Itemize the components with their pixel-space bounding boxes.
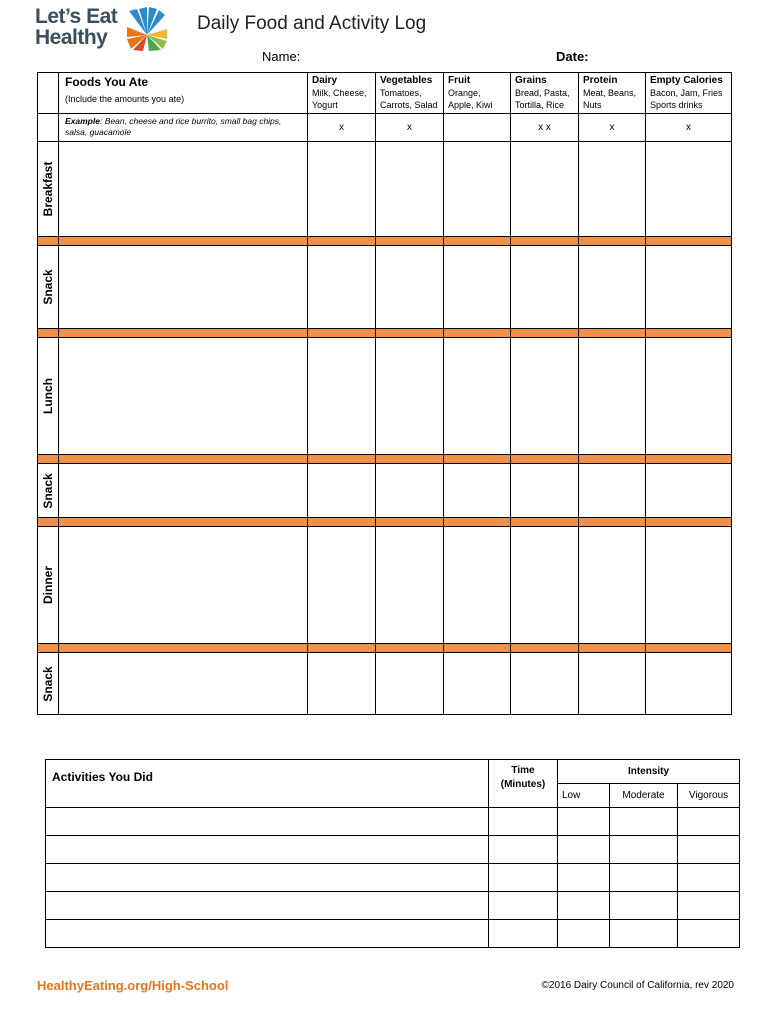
meal-label: Breakfast — [38, 142, 59, 237]
activity-row — [46, 892, 740, 920]
food-log-table — [37, 72, 732, 715]
vigorous-entry[interactable] — [678, 808, 740, 836]
empty-calories-entry[interactable] — [646, 464, 732, 518]
moderate-entry[interactable] — [610, 836, 678, 864]
moderate-entry[interactable] — [610, 920, 678, 948]
fruit-entry[interactable] — [444, 653, 511, 715]
meal-label: Snack — [38, 653, 59, 715]
low-entry[interactable] — [558, 864, 610, 892]
dairy-entry[interactable] — [308, 464, 376, 518]
activity-entry[interactable] — [46, 836, 489, 864]
intensity-low: Low — [558, 784, 610, 808]
meal-row-breakfast — [38, 142, 732, 237]
meal-label: Dinner — [38, 527, 59, 644]
activity-header-row — [46, 760, 740, 784]
foods-subheader: (Include the amounts you ate) — [65, 94, 185, 104]
category-protein — [579, 73, 646, 114]
example-mark: x — [579, 114, 646, 142]
time-entry[interactable] — [489, 836, 558, 864]
moderate-entry[interactable] — [610, 864, 678, 892]
page-title: Daily Food and Activity Log — [197, 13, 427, 34]
category-examples: Meat, Beans, Nuts — [583, 88, 637, 110]
meal-row-dinner — [38, 527, 732, 644]
category-name: Vegetables — [380, 75, 433, 86]
grains-entry[interactable] — [511, 464, 579, 518]
meal-divider — [38, 455, 732, 464]
meal-row-snack-1 — [38, 246, 732, 329]
time-entry[interactable] — [489, 808, 558, 836]
foods-header: Foods You Ate — [65, 75, 149, 89]
meal-row-lunch — [38, 338, 732, 455]
intensity-vigorous: Vigorous — [678, 784, 740, 808]
meal-divider — [38, 518, 732, 527]
category-examples: Bread, Pasta, Tortilla, Rice — [515, 88, 570, 110]
logo-line-1: Let’s Eat — [35, 5, 118, 28]
meal-label: Lunch — [38, 338, 59, 455]
vegetables-entry[interactable] — [376, 246, 444, 329]
time-entry[interactable] — [489, 864, 558, 892]
dairy-entry[interactable] — [308, 527, 376, 644]
meal-divider — [38, 329, 732, 338]
meal-label: Snack — [38, 464, 59, 518]
activity-row — [46, 808, 740, 836]
fruit-entry[interactable] — [444, 527, 511, 644]
example-cell — [59, 114, 308, 142]
empty-calories-entry[interactable] — [646, 142, 732, 237]
vegetables-entry[interactable] — [376, 527, 444, 644]
meal-row-snack-3 — [38, 653, 732, 715]
meal-row-snack-2 — [38, 464, 732, 518]
foods-entry[interactable] — [59, 246, 308, 329]
corner-cell — [38, 73, 59, 114]
intensity-header: Intensity — [558, 760, 740, 784]
foods-entry[interactable] — [59, 464, 308, 518]
foods-entry[interactable] — [59, 653, 308, 715]
example-mark: x — [308, 114, 376, 142]
example-mark — [444, 114, 511, 142]
protein-entry[interactable] — [579, 338, 646, 455]
category-name: Protein — [583, 75, 618, 86]
category-name: Fruit — [448, 75, 471, 86]
activity-entry[interactable] — [46, 864, 489, 892]
example-row — [38, 114, 732, 142]
grains-entry[interactable] — [511, 527, 579, 644]
copyright: ©2016 Dairy Council of California, rev 2020 — [541, 980, 734, 991]
protein-entry[interactable] — [579, 464, 646, 518]
vigorous-entry[interactable] — [678, 920, 740, 948]
grains-entry[interactable] — [511, 246, 579, 329]
activity-log-table — [45, 759, 740, 948]
vigorous-entry[interactable] — [678, 864, 740, 892]
empty-calories-entry[interactable] — [646, 527, 732, 644]
fruit-entry[interactable] — [444, 338, 511, 455]
vegetables-entry[interactable] — [376, 142, 444, 237]
category-name: Empty Calories — [650, 75, 723, 86]
dairy-entry[interactable] — [308, 653, 376, 715]
vigorous-entry[interactable] — [678, 892, 740, 920]
intensity-moderate: Moderate — [610, 784, 678, 808]
foods-entry[interactable] — [59, 527, 308, 644]
foods-header-cell — [59, 73, 308, 114]
vigorous-entry[interactable] — [678, 836, 740, 864]
protein-entry[interactable] — [579, 653, 646, 715]
example-text: : Bean, cheese and rice burrito, small bag chips, salsa, guacamole — [65, 116, 282, 137]
low-entry[interactable] — [558, 892, 610, 920]
sunburst-icon — [127, 7, 167, 51]
vegetables-entry[interactable] — [376, 338, 444, 455]
fruit-entry[interactable] — [444, 142, 511, 237]
category-name: Grains — [515, 75, 547, 86]
category-name: Dairy — [312, 75, 338, 86]
category-grains — [511, 73, 579, 114]
activity-entry[interactable] — [46, 920, 489, 948]
logo-text — [35, 6, 117, 48]
vegetables-entry[interactable] — [376, 653, 444, 715]
protein-entry[interactable] — [579, 142, 646, 237]
example-mark: x x — [511, 114, 579, 142]
date-label: Date: — [556, 49, 589, 64]
grains-entry[interactable] — [511, 142, 579, 237]
low-entry[interactable] — [558, 920, 610, 948]
example-mark: x — [646, 114, 732, 142]
low-entry[interactable] — [558, 836, 610, 864]
website-link[interactable]: HealthyEating.org/High-School — [37, 978, 229, 993]
time-header: Time (Minutes) — [489, 760, 558, 808]
activity-row — [46, 836, 740, 864]
category-examples: Bacon, Jam, Fries Sports drinks — [650, 88, 723, 110]
empty-calories-entry[interactable] — [646, 338, 732, 455]
meal-divider — [38, 644, 732, 653]
dairy-entry[interactable] — [308, 142, 376, 237]
name-label: Name: — [262, 49, 301, 64]
category-fruit — [444, 73, 511, 114]
time-entry[interactable] — [489, 920, 558, 948]
empty-calories-entry[interactable] — [646, 653, 732, 715]
meal-label: Snack — [38, 246, 59, 329]
example-label: Example — [65, 116, 100, 126]
activity-entry[interactable] — [46, 892, 489, 920]
category-vegetables — [376, 73, 444, 114]
grains-entry[interactable] — [511, 338, 579, 455]
dairy-entry[interactable] — [308, 338, 376, 455]
logo-line-2: Healthy — [35, 26, 108, 49]
time-entry[interactable] — [489, 892, 558, 920]
activity-row — [46, 864, 740, 892]
dairy-entry[interactable] — [308, 246, 376, 329]
activities-header: Activities You Did — [46, 760, 489, 808]
category-examples: Milk, Cheese, Yogurt — [312, 88, 367, 110]
foods-entry[interactable] — [59, 338, 308, 455]
category-examples: Tomatoes, Carrots, Salad — [380, 88, 438, 110]
empty-calories-entry[interactable] — [646, 246, 732, 329]
moderate-entry[interactable] — [610, 892, 678, 920]
meal-divider — [38, 237, 732, 246]
category-dairy — [308, 73, 376, 114]
foods-entry[interactable] — [59, 142, 308, 237]
example-mark: x — [376, 114, 444, 142]
low-entry[interactable] — [558, 808, 610, 836]
header-row — [38, 73, 732, 114]
protein-entry[interactable] — [579, 246, 646, 329]
category-examples: Orange, Apple, Kiwi — [448, 88, 493, 110]
fruit-entry[interactable] — [444, 464, 511, 518]
vegetables-entry[interactable] — [376, 464, 444, 518]
fruit-entry[interactable] — [444, 246, 511, 329]
grains-entry[interactable] — [511, 653, 579, 715]
activity-entry[interactable] — [46, 808, 489, 836]
moderate-entry[interactable] — [610, 808, 678, 836]
activity-row — [46, 920, 740, 948]
category-empty-calories — [646, 73, 732, 114]
logo — [35, 6, 175, 56]
protein-entry[interactable] — [579, 527, 646, 644]
